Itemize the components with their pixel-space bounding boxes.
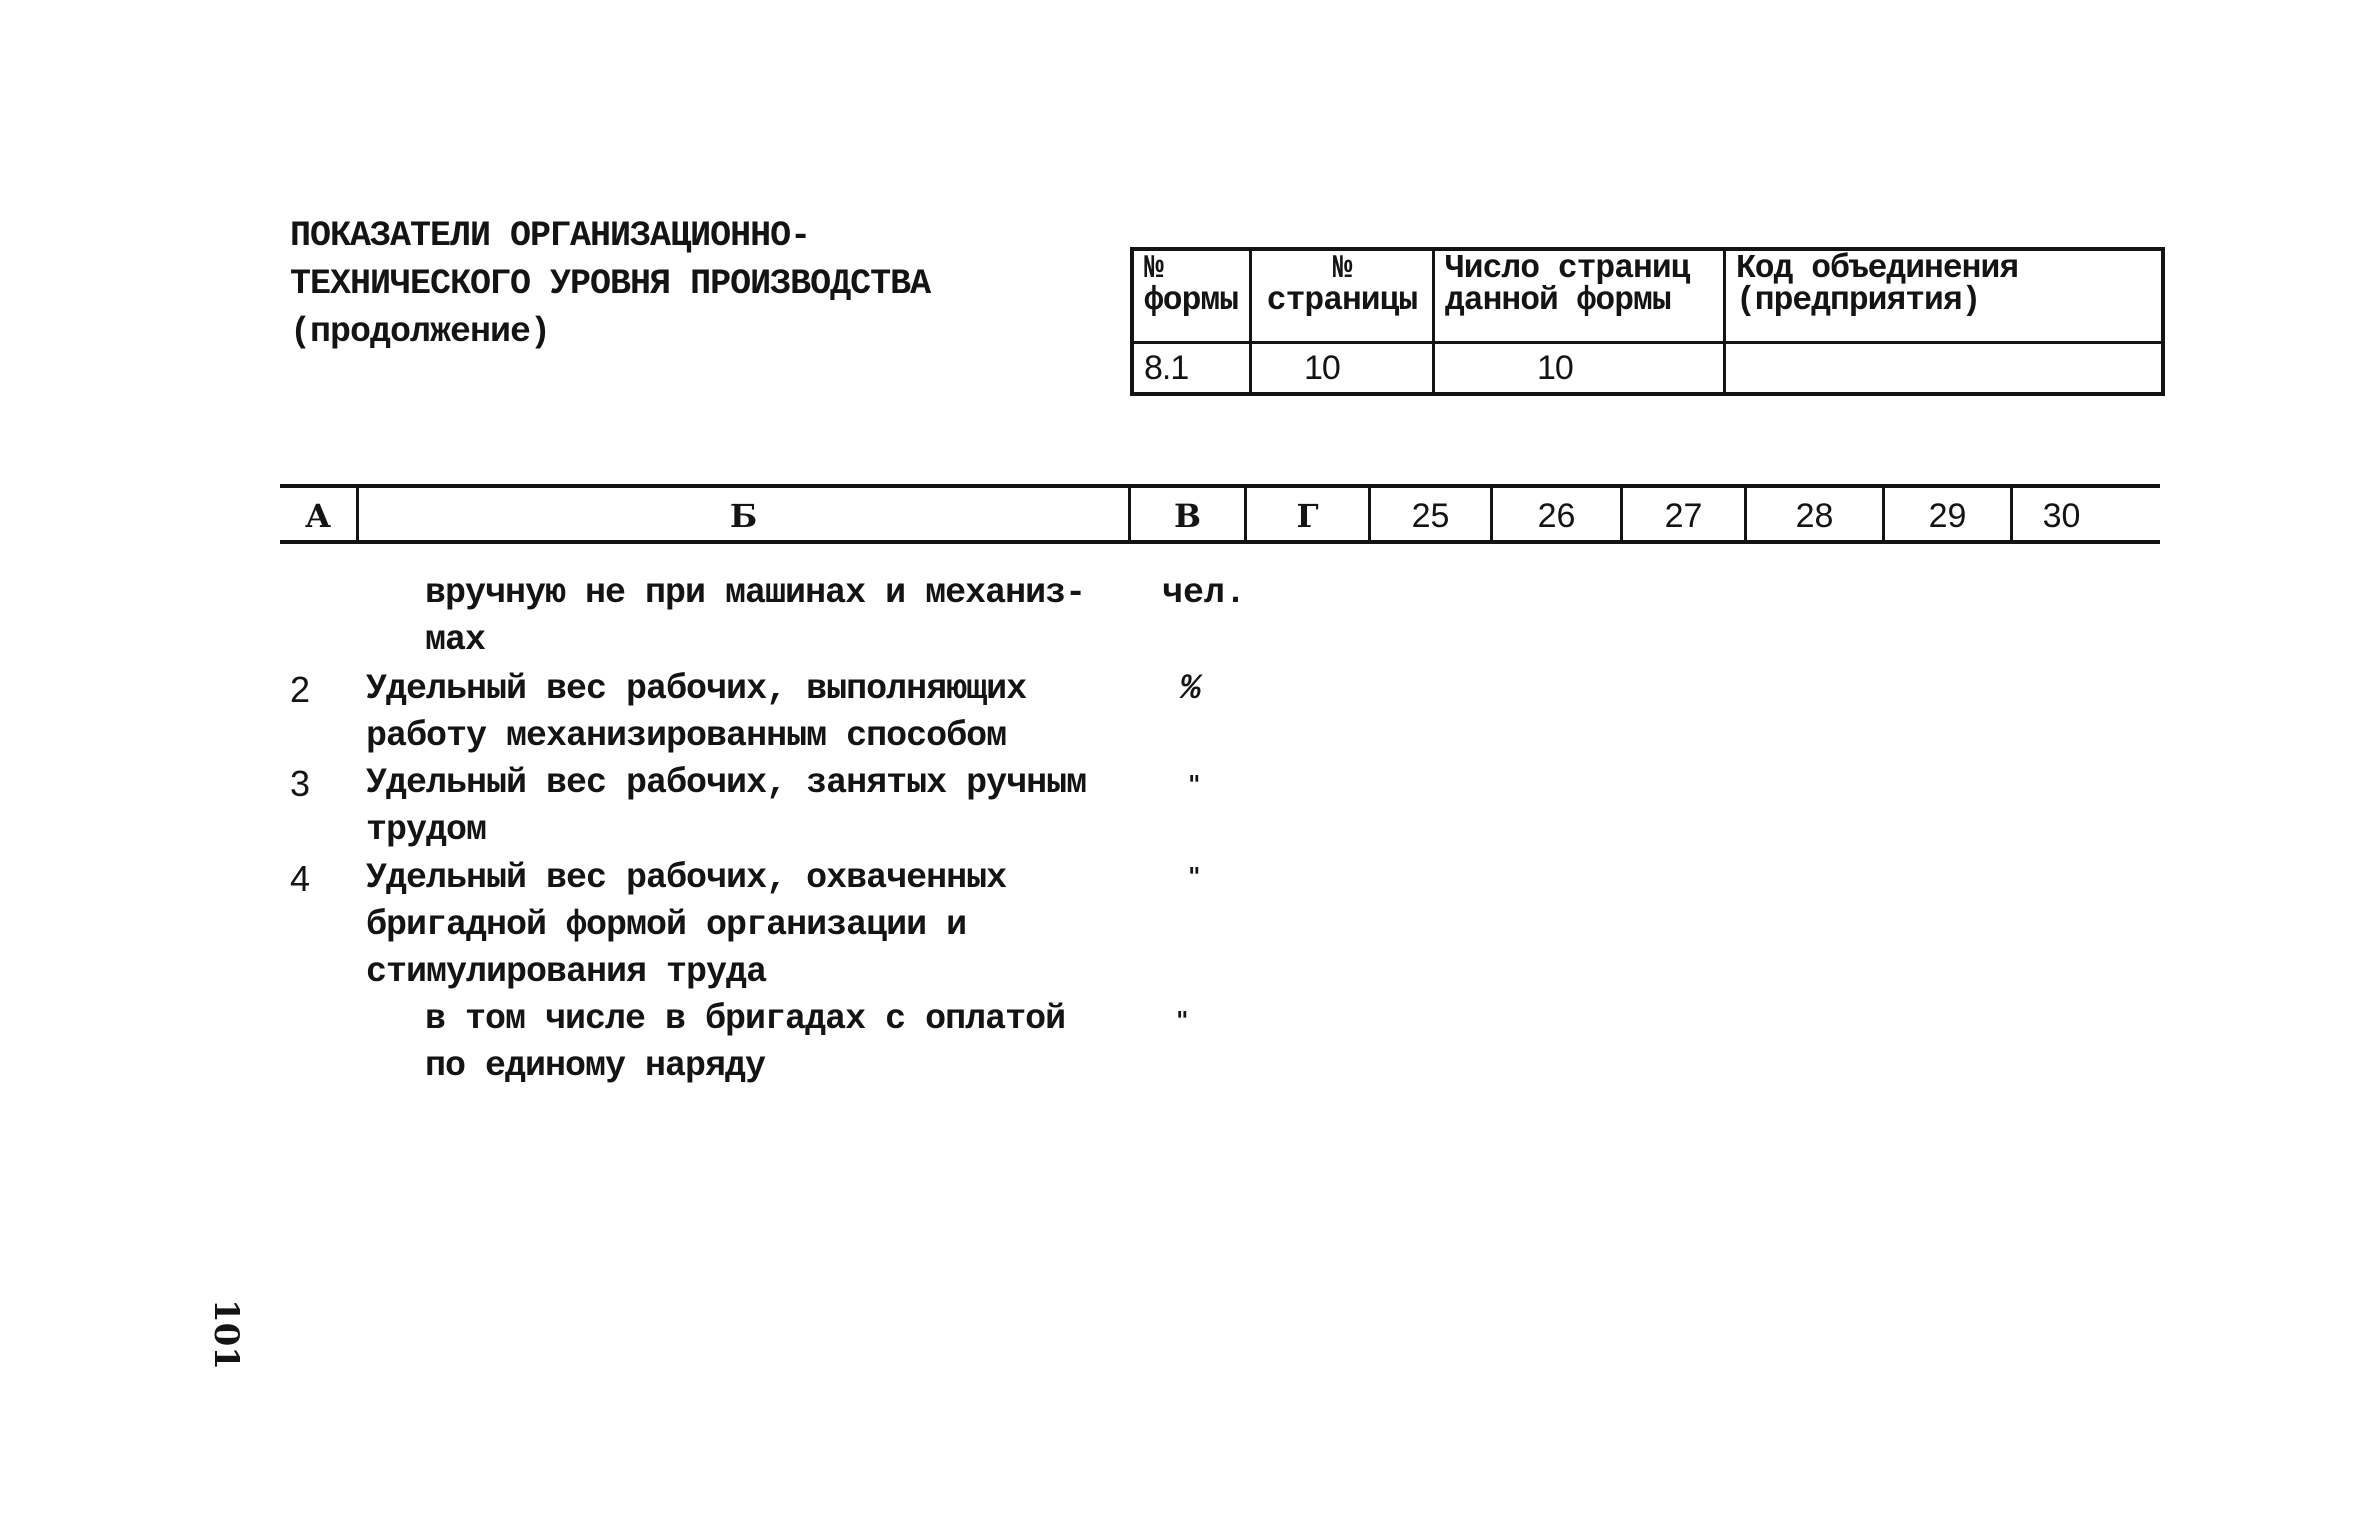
row-text-line: Удельный вес рабочих, занятых ручным bbox=[366, 763, 1087, 803]
row-text-line: вручную не при машинах и механиз- bbox=[425, 573, 1086, 613]
table-row bbox=[366, 760, 1086, 854]
row-text-line: Удельный вес рабочих, выполняющих bbox=[366, 669, 1027, 709]
column-b: Б bbox=[356, 488, 1128, 540]
page-number: 101 bbox=[206, 1299, 246, 1370]
table-row bbox=[425, 996, 1065, 1090]
row-unit: % bbox=[1180, 669, 1202, 709]
column-25: 25 bbox=[1368, 488, 1490, 540]
column-g: Г bbox=[1244, 488, 1368, 540]
row-number: 3 bbox=[290, 763, 311, 804]
column-26: 26 bbox=[1490, 488, 1620, 540]
row-text-line: по единому наряду bbox=[425, 1046, 766, 1086]
column-28: 28 bbox=[1744, 488, 1882, 540]
column-27: 27 bbox=[1620, 488, 1744, 540]
form-info-table bbox=[1130, 247, 2165, 396]
column-29: 29 bbox=[1882, 488, 2010, 540]
pages-count-header: Число страниц данной формы bbox=[1434, 249, 1725, 343]
row-text-line: в том числе в бригадах с оплатой bbox=[425, 999, 1066, 1039]
column-v: В bbox=[1128, 488, 1244, 540]
page-number-value: 10 bbox=[1251, 343, 1434, 395]
table-row bbox=[366, 855, 1006, 996]
row-unit: чел. bbox=[1162, 573, 1247, 613]
row-text-line: трудом bbox=[366, 810, 487, 850]
row-text-line: стимулирования труда bbox=[366, 952, 767, 992]
column-a: А bbox=[304, 497, 332, 535]
page-number-header: № страницы bbox=[1251, 249, 1434, 343]
ditto-mark: " bbox=[1188, 862, 1201, 891]
row-text-line: работу механизированным способом bbox=[366, 716, 1007, 756]
form-number-header: № формы bbox=[1132, 249, 1251, 343]
ditto-mark: " bbox=[1188, 770, 1201, 799]
row-text-line: мах bbox=[425, 620, 486, 660]
form-title-line-3: (продолжение) bbox=[290, 312, 551, 352]
form-title-line-2: ТЕХНИЧЕСКОГО УРОВНЯ ПРОИЗВОДСТВА bbox=[290, 264, 931, 304]
row-number: 2 bbox=[290, 669, 311, 710]
row-number: 4 bbox=[290, 858, 311, 899]
row-text-line: бригадной формой организации и bbox=[366, 905, 967, 945]
column-header-row bbox=[280, 484, 2160, 544]
column-30: 30 bbox=[2010, 488, 2110, 540]
row-text-line: Удельный вес рабочих, охваченных bbox=[366, 858, 1007, 898]
pages-count-value: 10 bbox=[1434, 343, 1725, 395]
enterprise-code-header: Код объединения (предприятия) bbox=[1725, 249, 2164, 343]
form-title-line-1: ПОКАЗАТЕЛИ ОРГАНИЗАЦИОННО- bbox=[290, 216, 811, 256]
ditto-mark: " bbox=[1176, 1006, 1189, 1035]
table-row bbox=[366, 666, 1026, 760]
enterprise-code-value bbox=[1725, 343, 2164, 395]
form-number-value: 8.1 bbox=[1132, 343, 1251, 395]
form-title bbox=[290, 212, 930, 356]
table-row bbox=[425, 570, 1085, 664]
